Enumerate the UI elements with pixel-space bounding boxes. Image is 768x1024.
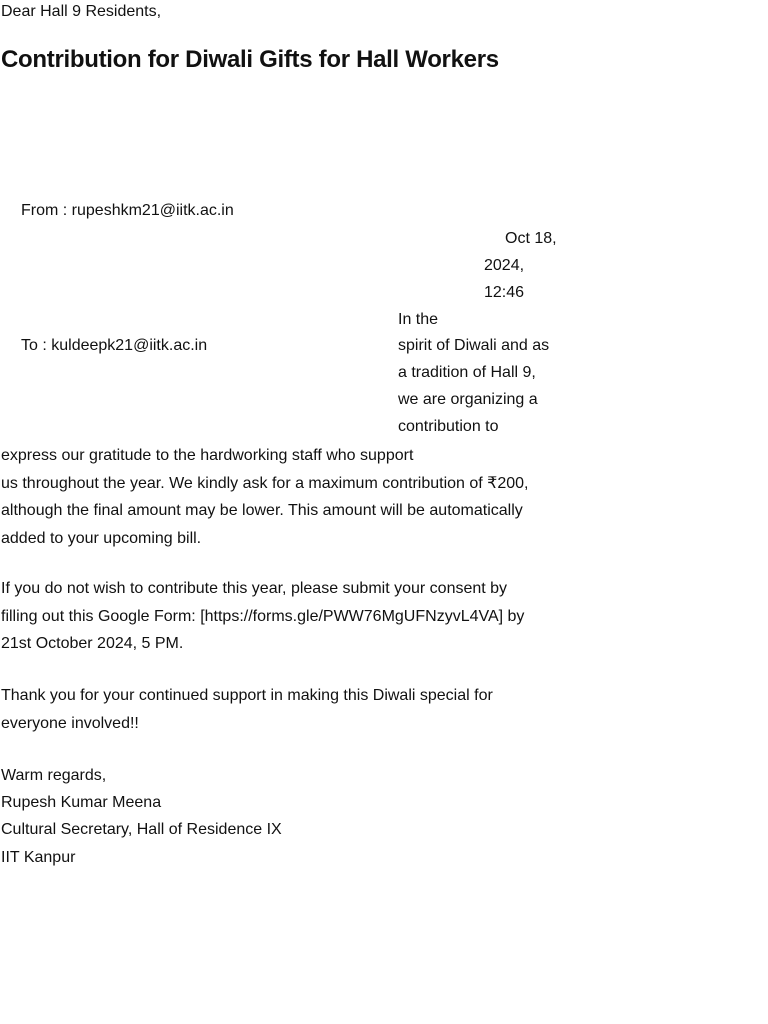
intro-line: In the: [398, 311, 439, 328]
intro-line: spirit of Diwali and as: [398, 337, 550, 354]
email-signature: [1, 762, 741, 871]
intro-line: a tradition of Hall 9,: [398, 364, 536, 381]
body-paragraph-opt-out: [1, 575, 741, 658]
signature-closing: Warm regards,: [1, 767, 107, 784]
date-year: 2024,: [484, 257, 525, 274]
paragraph-line: added to your upcoming bill.: [1, 529, 202, 547]
body-paragraph-thanks: [1, 682, 741, 737]
signature-institution: IIT Kanpur: [1, 848, 76, 866]
paragraph-line: Thank you for your continued support in making this Diwali special for: [1, 687, 493, 704]
signature-name: Rupesh Kumar Meena: [1, 794, 162, 812]
email-greeting: Dear Hall 9 Residents,: [1, 3, 162, 20]
intro-line: we are organizing a: [398, 391, 538, 408]
sender-address: From : rupeshkm21@iitk.ac.in: [21, 202, 234, 219]
paragraph-line: express our gratitude to the hardworking staff who support: [1, 447, 414, 464]
date-month-day: Oct 18,: [505, 230, 557, 247]
paragraph-line: everyone involved!!: [1, 714, 139, 732]
body-paragraph-contribution: [1, 442, 741, 552]
paragraph-line: If you do not wish to contribute this year, please submit your consent by: [1, 580, 508, 597]
paragraph-line: us throughout the year. We kindly ask for a maximum contribution of ₹200,: [1, 474, 529, 492]
paragraph-line: 21st October 2024, 5 PM.: [1, 635, 184, 652]
email-subject: Contribution for Diwali Gifts for Hall Workers: [1, 46, 499, 73]
intro-line: contribution to: [398, 418, 499, 435]
signature-title: Cultural Secretary, Hall of Residence IX: [1, 821, 282, 839]
paragraph-line: filling out this Google Form: [https://forms.gle/PWW76MgUFNzyvL4VA] by: [1, 607, 525, 625]
date-time: 12:46: [484, 284, 525, 301]
recipient-address: To : kuldeepk21@iitk.ac.in: [21, 337, 208, 354]
paragraph-line: although the final amount may be lower. This amount will be automatically: [1, 502, 523, 519]
